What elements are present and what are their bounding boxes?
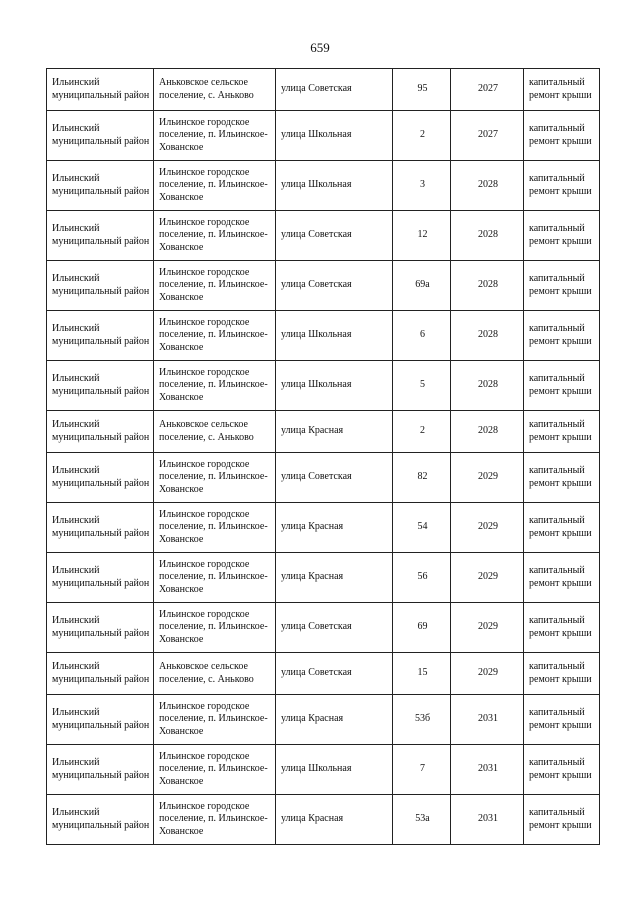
table-row <box>47 603 600 653</box>
settlement-cell: Ильинское городское поселение, п. Ильинское-Хованское <box>154 795 276 845</box>
table-row <box>47 653 600 695</box>
house-number-cell: 15 <box>393 653 451 695</box>
work-type-cell: капитальный ремонт крыши <box>524 311 600 361</box>
house-number-cell: 82 <box>393 453 451 503</box>
work-type-cell: капитальный ремонт крыши <box>524 553 600 603</box>
street-cell: улица Советская <box>276 453 393 503</box>
work-type-cell: капитальный ремонт крыши <box>524 653 600 695</box>
year-cell: 2031 <box>451 695 524 745</box>
repair-schedule-table <box>46 68 600 845</box>
table-row <box>47 411 600 453</box>
street-cell: улица Школьная <box>276 111 393 161</box>
street-cell: улица Красная <box>276 553 393 603</box>
work-type-cell: капитальный ремонт крыши <box>524 503 600 553</box>
table-body <box>47 69 600 845</box>
house-number-cell: 95 <box>393 69 451 111</box>
year-cell: 2028 <box>451 211 524 261</box>
street-cell: улица Советская <box>276 603 393 653</box>
table-row <box>47 161 600 211</box>
settlement-cell: Ильинское городское поселение, п. Ильинское-Хованское <box>154 745 276 795</box>
work-type-cell: капитальный ремонт крыши <box>524 603 600 653</box>
year-cell: 2027 <box>451 111 524 161</box>
house-number-cell: 5 <box>393 361 451 411</box>
street-cell: улица Советская <box>276 261 393 311</box>
street-cell: улица Советская <box>276 211 393 261</box>
table-row <box>47 311 600 361</box>
year-cell: 2028 <box>451 261 524 311</box>
district-cell: Ильинский муниципальный район <box>47 453 154 503</box>
street-cell: улица Школьная <box>276 361 393 411</box>
table-row <box>47 111 600 161</box>
district-cell: Ильинский муниципальный район <box>47 111 154 161</box>
table-row <box>47 553 600 603</box>
year-cell: 2031 <box>451 795 524 845</box>
work-type-cell: капитальный ремонт крыши <box>524 111 600 161</box>
street-cell: улица Советская <box>276 653 393 695</box>
district-cell: Ильинский муниципальный район <box>47 211 154 261</box>
district-cell: Ильинский муниципальный район <box>47 361 154 411</box>
district-cell: Ильинский муниципальный район <box>47 795 154 845</box>
settlement-cell: Ильинское городское поселение, п. Ильинское-Хованское <box>154 361 276 411</box>
district-cell: Ильинский муниципальный район <box>47 653 154 695</box>
district-cell: Ильинский муниципальный район <box>47 261 154 311</box>
street-cell: улица Школьная <box>276 161 393 211</box>
street-cell: улица Красная <box>276 795 393 845</box>
house-number-cell: 69 <box>393 603 451 653</box>
settlement-cell: Ильинское городское поселение, п. Ильинское-Хованское <box>154 695 276 745</box>
year-cell: 2029 <box>451 503 524 553</box>
table-row <box>47 503 600 553</box>
house-number-cell: 69а <box>393 261 451 311</box>
year-cell: 2028 <box>451 161 524 211</box>
settlement-cell: Аньковское сельское поселение, с. Аньково <box>154 69 276 111</box>
settlement-cell: Ильинское городское поселение, п. Ильинское-Хованское <box>154 311 276 361</box>
street-cell: улица Красная <box>276 503 393 553</box>
district-cell: Ильинский муниципальный район <box>47 603 154 653</box>
district-cell: Ильинский муниципальный район <box>47 745 154 795</box>
house-number-cell: 3 <box>393 161 451 211</box>
work-type-cell: капитальный ремонт крыши <box>524 211 600 261</box>
year-cell: 2029 <box>451 603 524 653</box>
house-number-cell: 53а <box>393 795 451 845</box>
settlement-cell: Ильинское городское поселение, п. Ильинское-Хованское <box>154 261 276 311</box>
settlement-cell: Ильинское городское поселение, п. Ильинское-Хованское <box>154 111 276 161</box>
year-cell: 2028 <box>451 311 524 361</box>
settlement-cell: Ильинское городское поселение, п. Ильинское-Хованское <box>154 453 276 503</box>
house-number-cell: 2 <box>393 411 451 453</box>
settlement-cell: Ильинское городское поселение, п. Ильинское-Хованское <box>154 503 276 553</box>
work-type-cell: капитальный ремонт крыши <box>524 411 600 453</box>
house-number-cell: 7 <box>393 745 451 795</box>
table-row <box>47 261 600 311</box>
work-type-cell: капитальный ремонт крыши <box>524 161 600 211</box>
street-cell: улица Школьная <box>276 311 393 361</box>
district-cell: Ильинский муниципальный район <box>47 311 154 361</box>
table-row <box>47 453 600 503</box>
street-cell: улица Красная <box>276 695 393 745</box>
year-cell: 2027 <box>451 69 524 111</box>
settlement-cell: Ильинское городское поселение, п. Ильинское-Хованское <box>154 161 276 211</box>
year-cell: 2031 <box>451 745 524 795</box>
work-type-cell: капитальный ремонт крыши <box>524 69 600 111</box>
house-number-cell: 53б <box>393 695 451 745</box>
district-cell: Ильинский муниципальный район <box>47 503 154 553</box>
district-cell: Ильинский муниципальный район <box>47 411 154 453</box>
settlement-cell: Ильинское городское поселение, п. Ильинское-Хованское <box>154 553 276 603</box>
work-type-cell: капитальный ремонт крыши <box>524 361 600 411</box>
district-cell: Ильинский муниципальный район <box>47 161 154 211</box>
year-cell: 2028 <box>451 361 524 411</box>
settlement-cell: Аньковское сельское поселение, с. Аньково <box>154 653 276 695</box>
table-row <box>47 795 600 845</box>
settlement-cell: Ильинское городское поселение, п. Ильинское-Хованское <box>154 211 276 261</box>
table-row <box>47 745 600 795</box>
house-number-cell: 54 <box>393 503 451 553</box>
street-cell: улица Советская <box>276 69 393 111</box>
street-cell: улица Школьная <box>276 745 393 795</box>
district-cell: Ильинский муниципальный район <box>47 695 154 745</box>
year-cell: 2029 <box>451 653 524 695</box>
table-row <box>47 211 600 261</box>
year-cell: 2029 <box>451 453 524 503</box>
house-number-cell: 2 <box>393 111 451 161</box>
house-number-cell: 6 <box>393 311 451 361</box>
work-type-cell: капитальный ремонт крыши <box>524 453 600 503</box>
work-type-cell: капитальный ремонт крыши <box>524 745 600 795</box>
settlement-cell: Ильинское городское поселение, п. Ильинское-Хованское <box>154 603 276 653</box>
work-type-cell: капитальный ремонт крыши <box>524 695 600 745</box>
house-number-cell: 12 <box>393 211 451 261</box>
table-row <box>47 695 600 745</box>
table-row <box>47 361 600 411</box>
year-cell: 2029 <box>451 553 524 603</box>
work-type-cell: капитальный ремонт крыши <box>524 261 600 311</box>
work-type-cell: капитальный ремонт крыши <box>524 795 600 845</box>
district-cell: Ильинский муниципальный район <box>47 69 154 111</box>
year-cell: 2028 <box>451 411 524 453</box>
page-number: 659 <box>310 40 330 55</box>
house-number-cell: 56 <box>393 553 451 603</box>
table-row <box>47 69 600 111</box>
settlement-cell: Аньковское сельское поселение, с. Аньково <box>154 411 276 453</box>
street-cell: улица Красная <box>276 411 393 453</box>
district-cell: Ильинский муниципальный район <box>47 553 154 603</box>
